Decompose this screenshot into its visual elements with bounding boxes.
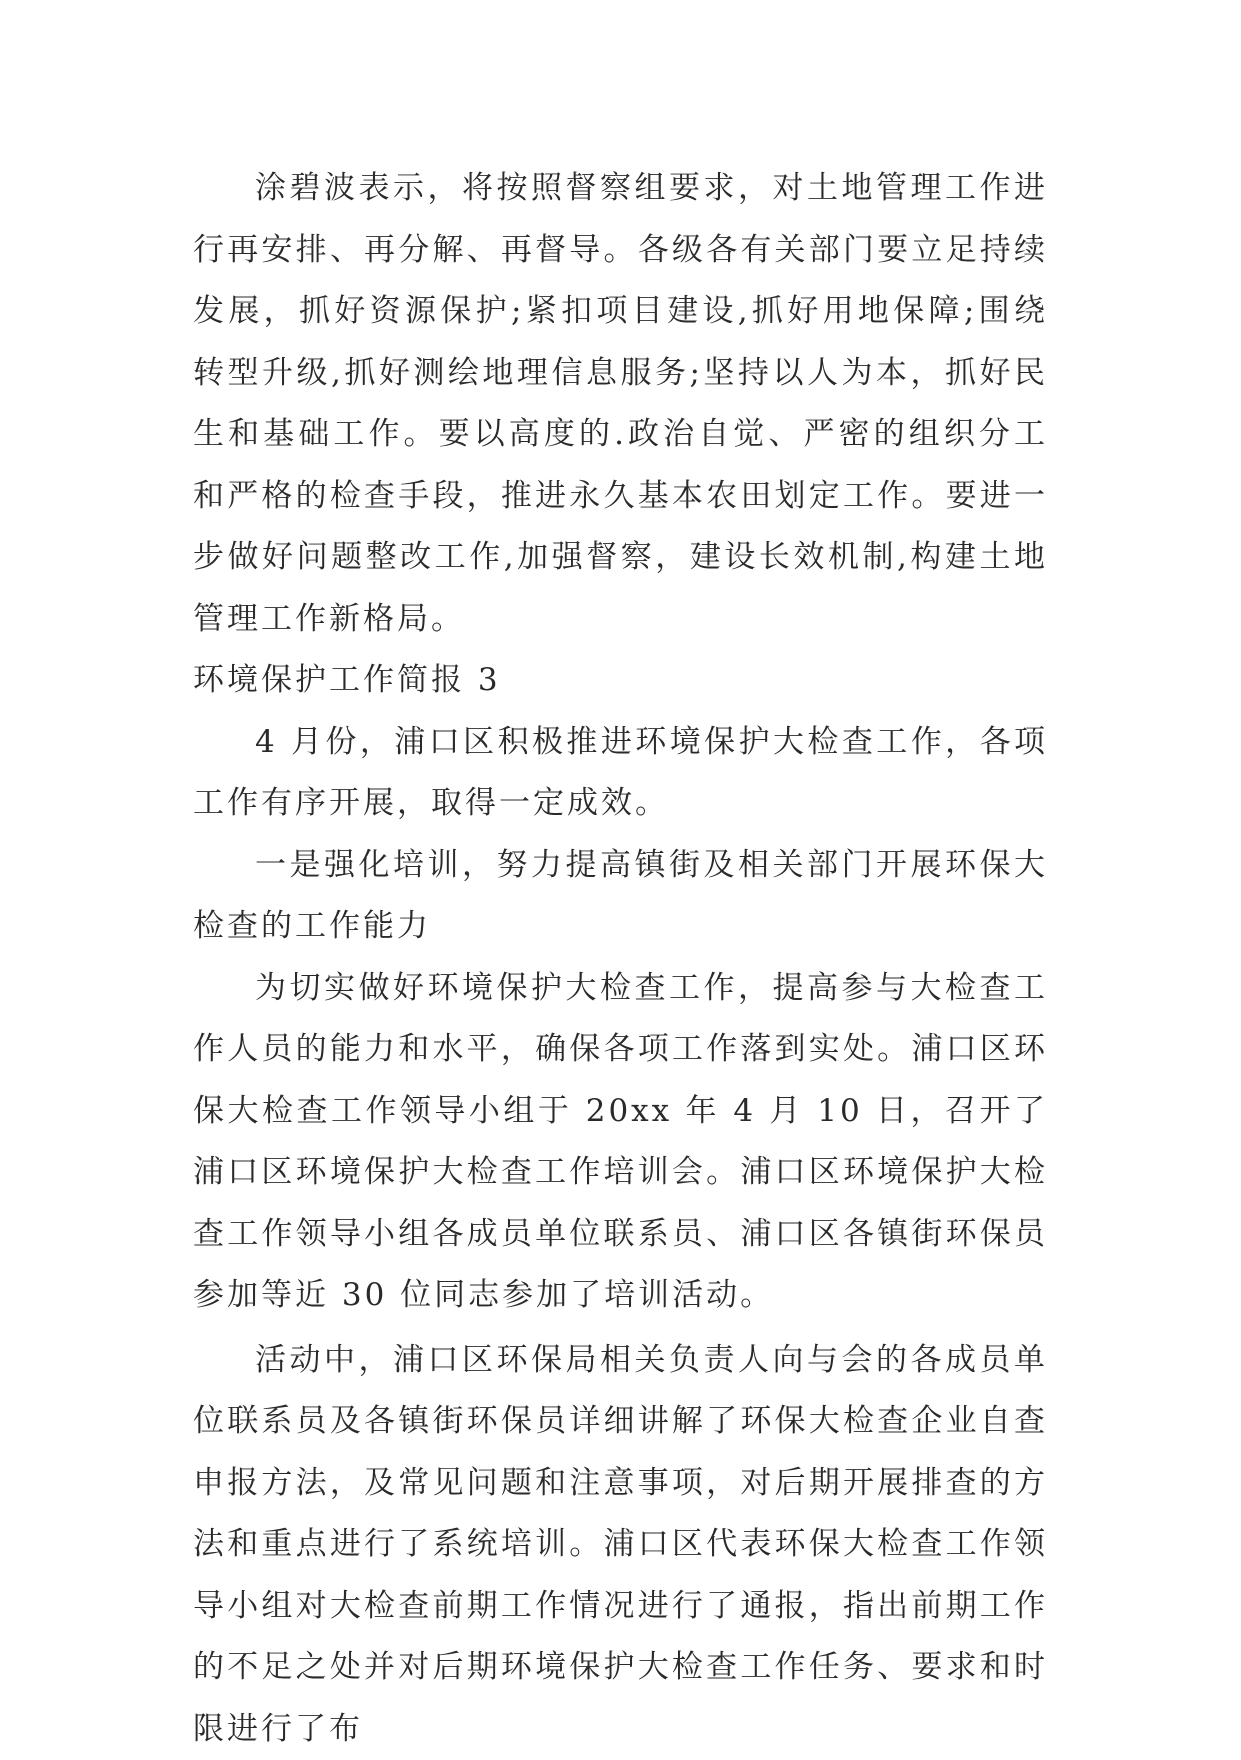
section-heading-report-3: 环境保护工作简报 3 — [193, 650, 1048, 712]
paragraph-land-management: 涂碧波表示，将按照督察组要求，对土地管理工作进行再安排、再分解、再督导。各级各有关部门要立足持续发展，抓好资源保护;紧扣项目建设,抓好用地保障;围绕转型升级,抓好测绘地理信息服务;坚持以人为本，抓好民生和基础工作。要以高度的.政治自觉、严密的组织分工和严格的检查手段，推进永久基本农田划定工作。要进一步做好问题整改工作,加强督察，建设长效机制,构建土地管理工作新格局。 — [193, 158, 1048, 650]
paragraph-activity-details: 活动中，浦口区环保局相关负责人向与会的各成员单位联系员及各镇街环保员详细讲解了环保大检查企业自查申报方法，及常见问题和注意事项，对后期开展排查的方法和重点进行了系统培训。浦口区代表环保大检查工作领导小组对大检查前期工作情况进行了通报，指出前期工作的不足之处并对后期环境保护大检查工作任务、要求和时限进行了布 — [193, 1330, 1048, 1760]
paragraph-training-heading: 一是强化培训，努力提高镇街及相关部门开展环保大检查的工作能力 — [193, 835, 1048, 958]
document-body — [193, 158, 1048, 1760]
paragraph-training-meeting: 为切实做好环境保护大检查工作，提高参与大检查工作人员的能力和水平，确保各项工作落到实处。浦口区环保大检查工作领导小组于 20xx 年 4 月 10 日，召开了浦口区环境保护大检查工作培训会。浦口区环境保护大检查工作领导小组各成员单位联系员、浦口区各镇街环保员参加等近 30 位同志参加了培训活动。 — [193, 958, 1048, 1327]
paragraph-april-progress: 4 月份，浦口区积极推进环境保护大检查工作，各项工作有序开展，取得一定成效。 — [193, 712, 1048, 835]
